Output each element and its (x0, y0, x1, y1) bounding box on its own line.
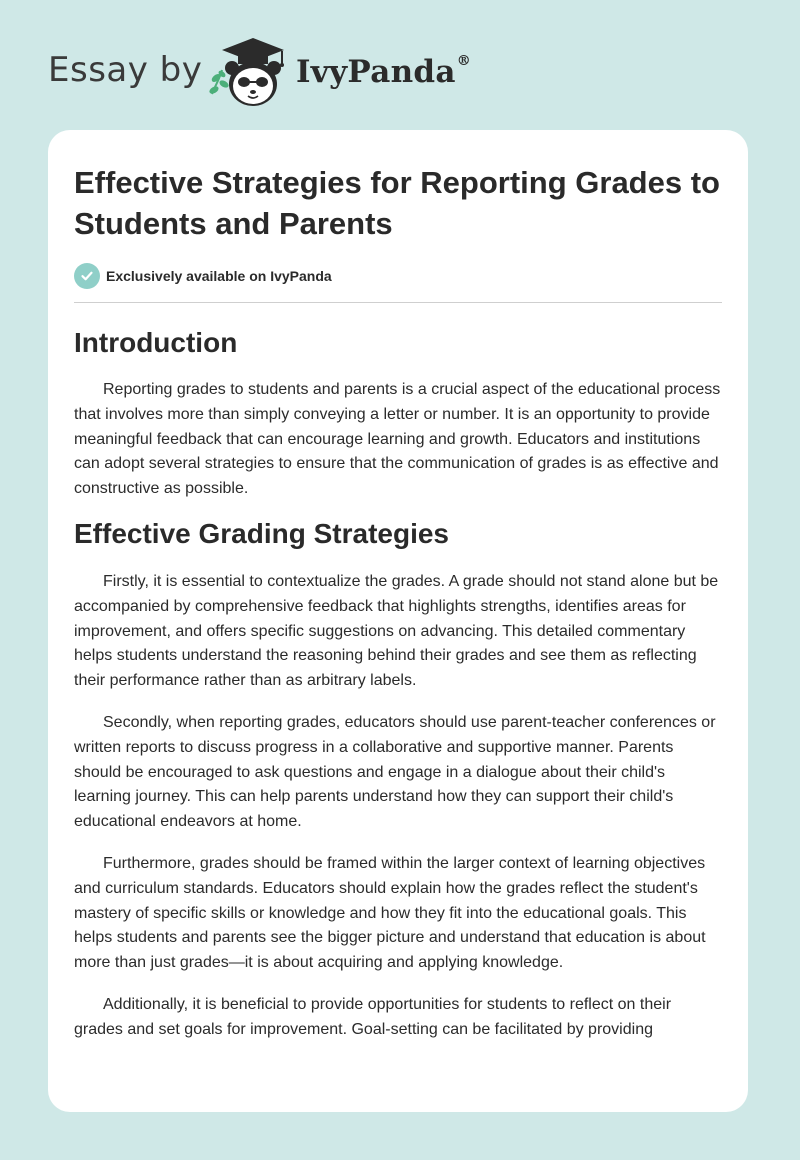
paragraph: Firstly, it is essential to contextualize the grades. A grade should not stand alone but be accompanied by comprehensive feedback that highlights strengths, identifies areas for improvement, and offers specific suggestions on advancing. This detailed commentary helps students understand the reasoning behind their grades and see them as reflecting their performance rather than as arbitrary labels. (74, 572, 719, 690)
essay-by-label: Essay by (48, 50, 203, 90)
paragraph: Furthermore, grades should be framed within the larger context of learning objectives and curriculum standards. Educators should explain how the grades reflect the student's mastery of specific skills or knowledge and how they fit into the educational goals. This helps students and parents see the bigger picture and understand that education is about more than just grades—it is about acquiring and applying knowledge. (74, 854, 706, 972)
brand-text: IvyPanda (296, 54, 456, 90)
exclusive-badge (74, 262, 724, 290)
page-title: Effective Strategies for Reporting Grades to Students and Parents (74, 165, 720, 241)
paragraph: Secondly, when reporting grades, educators should use parent-teacher conferences or written reports to discuss progress in a collaborative and supportive manner. Parents should be encouraged to ask questions and engage in a dialogue about their child's learning journey. This can help parents understand how they can support their child's educational endeavors at home. (74, 713, 716, 831)
essay-content (74, 162, 724, 1043)
section-heading-strategies: Effective Grading Strategies (74, 517, 450, 549)
section-heading-introduction: Introduction (74, 327, 238, 358)
badge-text: Exclusively available on IvyPanda (106, 268, 332, 284)
essay-card (48, 130, 748, 1112)
paragraph: Reporting grades to students and parents is a crucial aspect of the educational process that involves more than simply conveying a letter or number. It is an opportunity to provide meaningful feedback that can encourage learning and growth. Educators and institutions can adopt several strategies to ensure that the communication of grades is as effective and constructive as possible. (74, 381, 721, 498)
check-icon (74, 263, 100, 289)
site-header (48, 30, 488, 110)
panda-graduate-icon[interactable] (202, 34, 294, 110)
divider (74, 302, 722, 303)
paragraph: Additionally, it is beneficial to provide opportunities for students to reflect on their grades and set goals for improvement. Goal-setting can be facilitated by providing (74, 995, 672, 1038)
brand-name[interactable] (296, 54, 471, 90)
registered-mark: ® (456, 52, 472, 69)
